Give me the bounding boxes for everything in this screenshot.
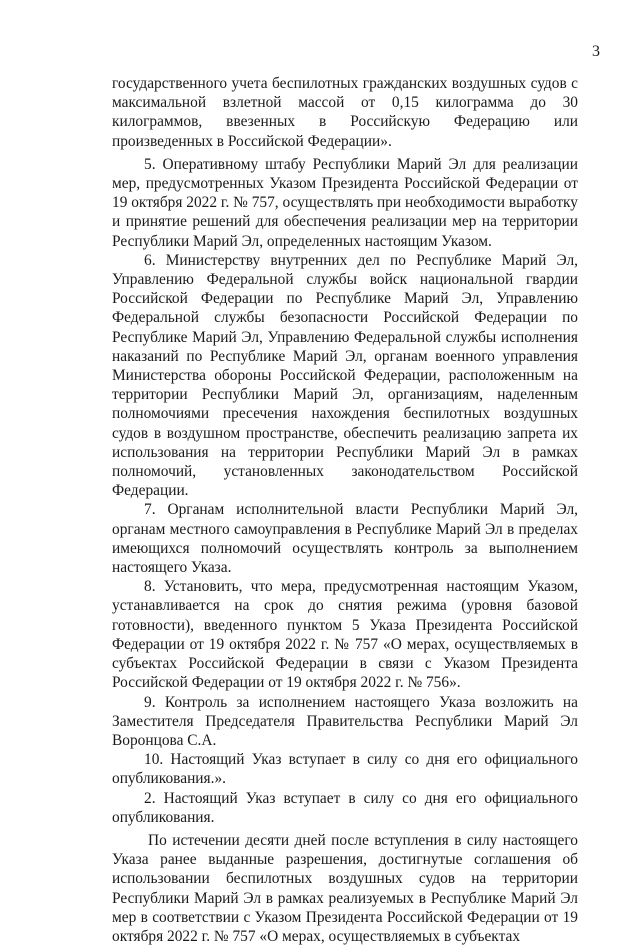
paragraph-item-10: 10. Настоящий Указ вступает в силу со дня его официального опубликования.».: [112, 751, 578, 788]
paragraph-item-9: 9. Контроль за исполнением настоящего Указа возложить на Заместителя Председателя Правительства Республики Марий Эл Воронцова С.А.: [112, 693, 578, 749]
paragraph-transitional: По истечении десяти дней после вступления в силу настоящего Указа ранее выданные разрешения, достигнутые соглашения об использовании беспилотных воздушных судов на территории Республики Марий Эл в рамках реализуемых в Республике Марий Эл мер в соответствии с Указом Президента Российской Федерации от 19 октября 2022 г. № 757 «О мерах, осуществляемых в субъектах: [112, 831, 578, 945]
paragraph-item-2: 2. Настоящий Указ вступает в силу со дня его официального опубликования.: [112, 789, 578, 826]
page-number: 3: [592, 43, 600, 60]
paragraph-continuation: государственного учета беспилотных гражданских воздушных судов с максимальной взлетной массой от 0,15 килограмма до 30 килограммов, ввезенных в Российскую Федерацию или произведенных в Российской Федерации».: [112, 75, 578, 150]
paragraph-item-5: 5. Оперативному штабу Республики Марий Эл для реализации мер, предусмотренных Указом Президента Российской Федерации от 19 октября 2022 г. № 757, осуществлять при необходимости выработку и принятие решений для обеспечения реализации мер на территории Республики Марий Эл, определенных настоящим Указом.: [112, 155, 578, 250]
paragraph-item-6: 6. Министерству внутренних дел по Республике Марий Эл, Управлению Федеральной службы войск национальной гвардии Российской Федерации по Республике Марий Эл, Управлению Федеральной службы безопасности Российской Федерации по Республике Марий Эл, Управлению Федеральной службы исполнения наказаний по Республике Марий Эл, органам военного управления Министерства обороны Российской Федерации, расположенным на территории Республики Марий Эл, организациям, наделенным полномочиями пресечения нахождения беспилотных воздушных судов в воздушном пространстве, обеспечить реализацию запрета их использования на территории Республики Марий Эл в рамках полномочий, установленных законодательством Российской Федерации.: [112, 251, 578, 500]
paragraph-item-7: 7. Органам исполнительной власти Республики Марий Эл, органам местного самоуправления в Республике Марий Эл в пределах имеющихся полномочий осуществлять контроль за выполнением настоящего Указа.: [112, 501, 578, 577]
document-body: [112, 74, 578, 946]
paragraph-item-8: 8. Установить, что мера, предусмотренная настоящим Указом, устанавливается на срок до снятия режима (уровня базовой готовности), введенного пунктом 5 Указа Президента Российской Федерации от 19 октября 2022 г. № 757 «О мерах, осуществляемых в субъектах Российской Федерации в связи с Указом Президента Российской Федерации от 19 октября 2022 г. № 756».: [112, 578, 578, 692]
